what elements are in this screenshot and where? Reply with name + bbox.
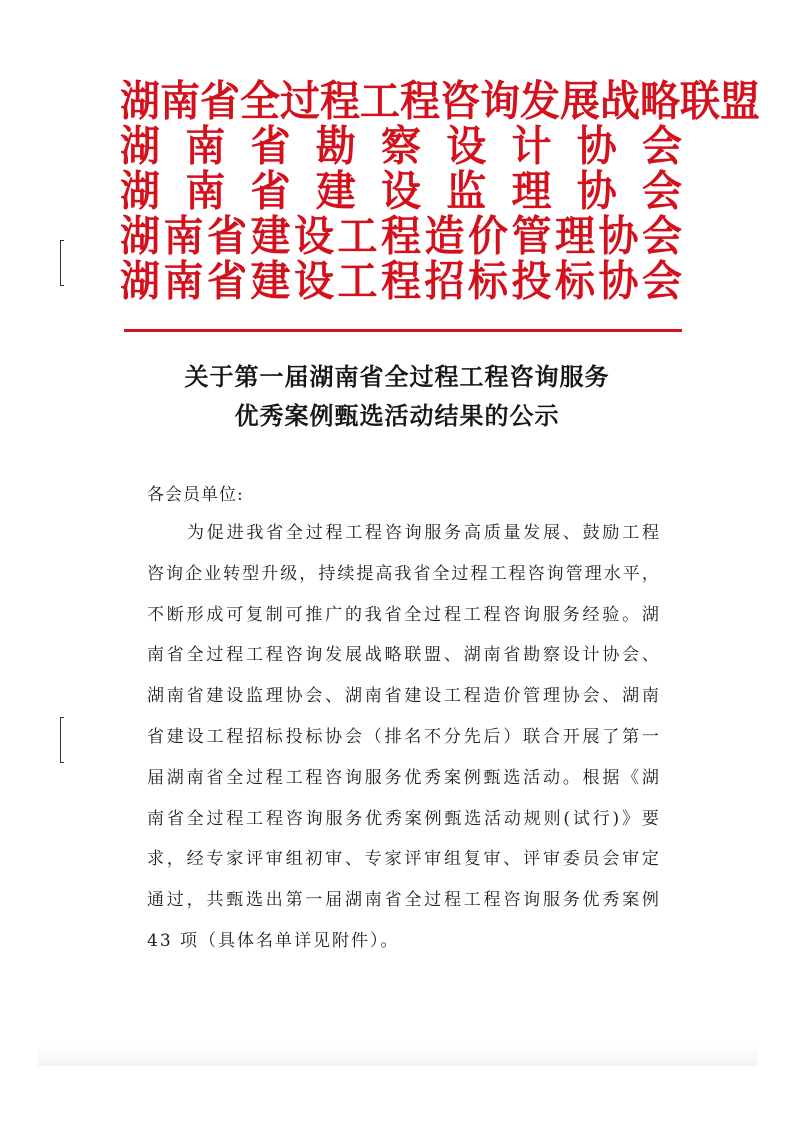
letterhead-char: 计 — [511, 121, 552, 172]
body-line: 南 省 全 过 程 工 程 咨 询 服 务 优 秀 案 例 甄 选 活 动 规 则 ( 试 行 ) 》 要 — [147, 808, 659, 829]
letterhead-char: 标 — [468, 256, 508, 307]
letterhead-char: 略 — [640, 76, 680, 127]
letterhead-char: 设 — [294, 256, 334, 307]
document-title-line2: 优秀案例甄选活动结果的公示 — [234, 402, 560, 430]
letterhead-char: 程 — [320, 76, 360, 127]
letterhead-char: 省 — [207, 211, 247, 262]
letterhead-char: 省 — [250, 166, 291, 217]
letterhead-char: 战 — [600, 76, 640, 127]
letterhead-char: 省 — [207, 256, 247, 307]
body-line: 不 断 形 成 可 复 制 可 推 广 的 我 省 全 过 程 工 程 咨 询 服 务 经 验 。 湖 — [147, 604, 659, 625]
letterhead-divider — [124, 329, 682, 332]
letterhead-char: 盟 — [720, 76, 760, 127]
letterhead — [120, 76, 760, 307]
letterhead-char: 联 — [680, 76, 720, 127]
letterhead-char: 协 — [576, 121, 617, 172]
letterhead-line — [120, 166, 682, 217]
letterhead-char: 南 — [160, 76, 200, 127]
letterhead-char: 理 — [555, 211, 595, 262]
letterhead-char: 全 — [240, 76, 280, 127]
scan-margin-mark — [60, 717, 64, 763]
body-line: 省 建 设 工 程 招 标 投 标 协 会 （ 排 名 不 分 先 后 ） 联 合 开 展 了 第 一 — [147, 727, 659, 747]
letterhead-char: 勘 — [315, 121, 356, 172]
scan-margin-mark — [60, 240, 64, 286]
body-line: 为 促 进 我 省 全 过 程 工 程 咨 询 服 务 高 质 量 发 展 、 鼓 励 工 程 — [187, 523, 659, 543]
letterhead-char: 湖 — [120, 166, 160, 217]
letterhead-char: 建 — [250, 211, 291, 262]
letterhead-char: 程 — [381, 211, 421, 262]
letterhead-char: 会 — [642, 211, 682, 262]
letterhead-char: 南 — [163, 211, 204, 262]
letterhead-char: 协 — [598, 211, 639, 262]
letterhead-char: 协 — [598, 256, 639, 307]
letterhead-char: 南 — [185, 166, 226, 217]
letterhead-char: 招 — [424, 256, 465, 307]
letterhead-char: 设 — [446, 121, 487, 172]
page-bottom-shade — [38, 1046, 758, 1066]
letterhead-char: 湖 — [120, 121, 160, 172]
letterhead-char: 理 — [511, 166, 552, 217]
body-line: 43 项（具体名单详见附件）。 — [147, 931, 400, 951]
letterhead-char: 价 — [468, 211, 508, 262]
letterhead-char: 湖 — [120, 256, 160, 307]
body-line: 咨 询 企 业 转 型 升 级 ， 持 续 提 高 我 省 全 过 程 工 程 咨 询 管 理 水 平 ， — [147, 563, 659, 584]
letterhead-char: 咨 — [440, 76, 480, 127]
letterhead-char: 协 — [576, 166, 617, 217]
letterhead-char: 程 — [400, 76, 440, 127]
body-line: 通 过 ， 共 甄 选 出 第 一 届 湖 南 省 全 过 程 工 程 咨 询 服 务 优 秀 案 例 — [147, 890, 659, 911]
body-line: 求 ， 经 专 家 评 审 组 初 审 、 专 家 评 审 组 复 审 、 评 审 委 员 会 审 定 — [147, 849, 659, 870]
letterhead-char: 过 — [280, 76, 320, 127]
letterhead-char: 程 — [381, 256, 421, 307]
letterhead-char: 造 — [424, 211, 465, 262]
letterhead-line — [120, 76, 760, 127]
body-line: 湖 南 省 建 设 监 理 协 会 、 湖 南 省 建 设 工 程 造 价 管 理 协 会 、 湖 南 — [147, 686, 659, 707]
letterhead-char: 会 — [642, 256, 682, 307]
letterhead-char: 投 — [511, 256, 552, 307]
letterhead-char: 展 — [560, 76, 600, 127]
body-line: 届 湖 南 省 全 过 程 工 程 咨 询 服 务 优 秀 案 例 甄 选 活 动 。 根 据 《 湖 — [147, 767, 659, 788]
letterhead-char: 建 — [315, 166, 356, 217]
letterhead-char: 会 — [642, 121, 682, 172]
salutation: 各会员单位: — [147, 485, 244, 505]
letterhead-line — [120, 121, 682, 172]
letterhead-char: 南 — [163, 256, 204, 307]
letterhead-char: 会 — [642, 166, 682, 217]
letterhead-char: 工 — [360, 76, 400, 127]
letterhead-char: 标 — [555, 256, 595, 307]
letterhead-line — [120, 211, 682, 262]
letterhead-char: 省 — [250, 121, 291, 172]
letterhead-char: 省 — [200, 76, 240, 127]
letterhead-char: 湖 — [120, 76, 160, 127]
letterhead-char: 南 — [185, 121, 226, 172]
body-line: 南 省 全 过 程 工 程 咨 询 发 展 战 略 联 盟 、 湖 南 省 勘 察 设 计 协 会 、 — [147, 645, 659, 666]
letterhead-char: 察 — [381, 121, 421, 172]
letterhead-char: 设 — [381, 166, 421, 217]
letterhead-char: 发 — [520, 76, 560, 127]
document-title-line1: 关于第一届湖南省全过程工程咨询服务 — [184, 363, 610, 391]
letterhead-line — [120, 256, 682, 307]
letterhead-char: 管 — [511, 211, 552, 262]
letterhead-char: 询 — [480, 76, 520, 127]
letterhead-char: 工 — [337, 256, 378, 307]
letterhead-char: 工 — [337, 211, 378, 262]
letterhead-char: 设 — [294, 211, 334, 262]
letterhead-char: 湖 — [120, 211, 160, 262]
letterhead-char: 监 — [446, 166, 487, 217]
letterhead-char: 建 — [250, 256, 291, 307]
